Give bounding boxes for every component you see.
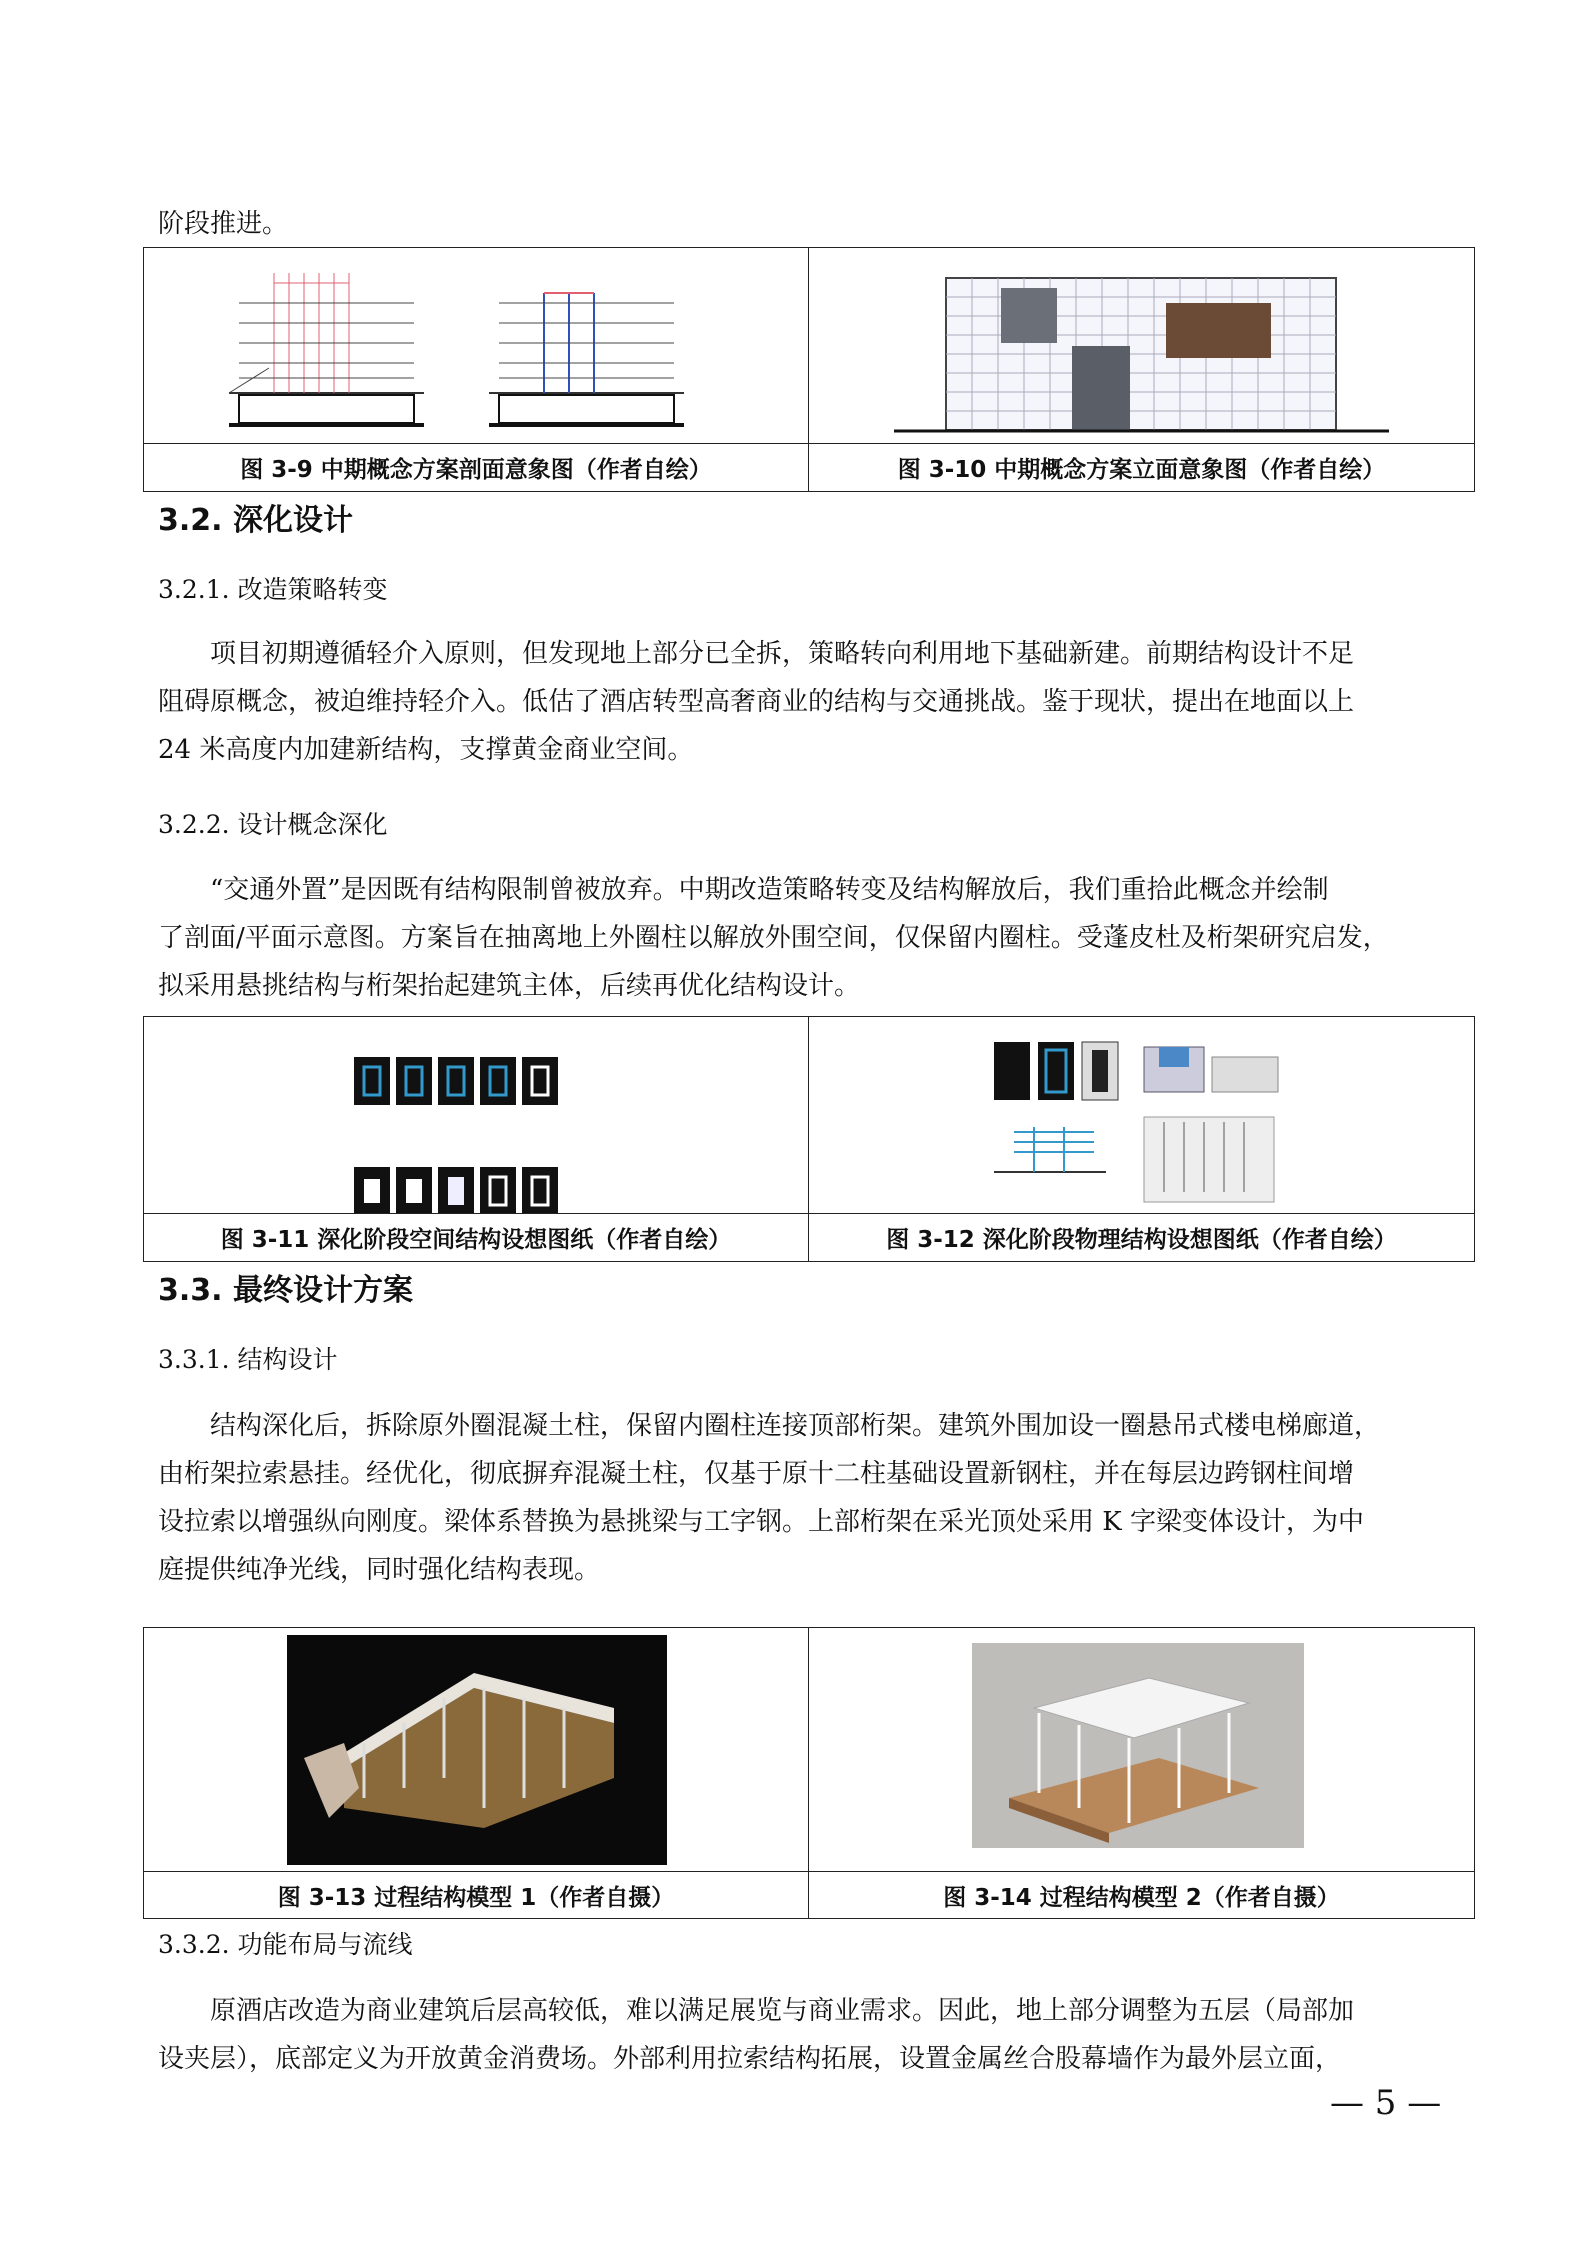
paragraph-line: 结构深化后，拆除原外圈混凝土柱，保留内圈柱连接顶部桁架。建筑外围加设一圈悬吊式楼电梯廊道，: [210, 1411, 1381, 1441]
structure-model-photo-2: [809, 1628, 1474, 1871]
paragraph-3-3-1: [158, 1402, 1458, 1594]
section-heading-3-3-2: 3.3.2. 功能布局与流线: [158, 1930, 413, 1959]
section-heading-3-3-1: 3.3.1. 结构设计: [158, 1345, 338, 1374]
figure-caption-3-10: 图 3-10 中期概念方案立面意象图（作者自绘）: [897, 457, 1386, 483]
section-heading-3-2: 3.2. 深化设计: [158, 503, 353, 538]
paragraph-line: 原酒店改造为商业建筑后层高较低，难以满足展览与商业需求。因此，地上部分调整为五层（局部加: [210, 1996, 1355, 2026]
figure-cell-3-12: [809, 1017, 1474, 1261]
figure-caption-3-13: 图 3-13 过程结构模型 1（作者自摄）: [277, 1885, 675, 1911]
figure-table-1: [143, 247, 1475, 492]
figure-cell-3-9: [144, 248, 809, 491]
figure-cell-3-13: [144, 1628, 809, 1918]
figure-caption-3-12: 图 3-12 深化阶段物理结构设想图纸（作者自绘）: [886, 1227, 1397, 1253]
paragraph-3-2-2: [158, 866, 1458, 1010]
page-number: — 5 —: [1330, 2083, 1442, 2123]
paragraph-line: 项目初期遵循轻介入原则，但发现地上部分已全拆，策略转向利用地下基础新建。前期结构设计不足: [210, 639, 1355, 669]
figure-caption-3-9: 图 3-9 中期概念方案剖面意象图（作者自绘）: [240, 457, 712, 483]
section-heading-3-2-1: 3.2.1. 改造策略转变: [158, 575, 388, 604]
section-heading-3-2-2: 3.2.2. 设计概念深化: [158, 810, 388, 839]
section-drawing-image: [144, 248, 809, 443]
structure-model-photo-1: [144, 1628, 809, 1871]
figure-cell-3-14: [809, 1628, 1474, 1918]
figure-table-3: [143, 1627, 1475, 1919]
figure-table-2: [143, 1016, 1475, 1262]
figure-cell-3-10: [809, 248, 1474, 491]
paragraph-line: 了剖面/平面示意图。方案旨在抽离地上外圈柱以解放外围空间，仅保留内圈柱。受蓬皮杜及桁架研究启发，: [158, 923, 1389, 953]
paragraph-3-3-2: [158, 1987, 1458, 2083]
section-heading-3-3: 3.3. 最终设计方案: [158, 1273, 413, 1308]
intro-tail: 阶段推进。: [158, 209, 289, 239]
paragraph-line: 阻碍原概念，被迫维持轻介入。低估了酒店转型高奢商业的结构与交通挑战。鉴于现状，提出在地面以上: [158, 687, 1355, 717]
paragraph-line: “交通外置”是因既有结构限制曾被放弃。中期改造策略转变及结构解放后，我们重拾此概念并绘制: [210, 875, 1329, 905]
physical-structure-drawing-image: [809, 1017, 1474, 1213]
figure-caption-3-11: 图 3-11 深化阶段空间结构设想图纸（作者自绘）: [220, 1227, 732, 1253]
paragraph-line: 设夹层），底部定义为开放黄金消费场。外部利用拉索结构拓展，设置金属丝合股幕墙作为最外层立面，: [158, 2044, 1342, 2074]
paragraph-line: 拟采用悬挑结构与桁架抬起建筑主体，后续再优化结构设计。: [158, 971, 861, 1001]
paragraph-line: 庭提供纯净光线，同时强化结构表现。: [158, 1555, 601, 1585]
paragraph-3-2-1: [158, 630, 1458, 774]
figure-caption-3-14: 图 3-14 过程结构模型 2（作者自摄）: [943, 1885, 1340, 1911]
elevation-drawing-image: [809, 248, 1474, 443]
paragraph-line: 设拉索以增强纵向刚度。梁体系替换为悬挑梁与工字钢。上部桁架在采光顶处采用 K 字梁变体设计，为中: [158, 1507, 1364, 1537]
paragraph-line: 24 米高度内加建新结构，支撑黄金商业空间。: [158, 735, 694, 765]
figure-cell-3-11: [144, 1017, 809, 1261]
spatial-structure-drawing-image: [144, 1017, 809, 1213]
paragraph-line: 由桁架拉索悬挂。经优化，彻底摒弃混凝土柱，仅基于原十二柱基础设置新钢柱，并在每层边跨钢柱间增: [158, 1459, 1355, 1489]
